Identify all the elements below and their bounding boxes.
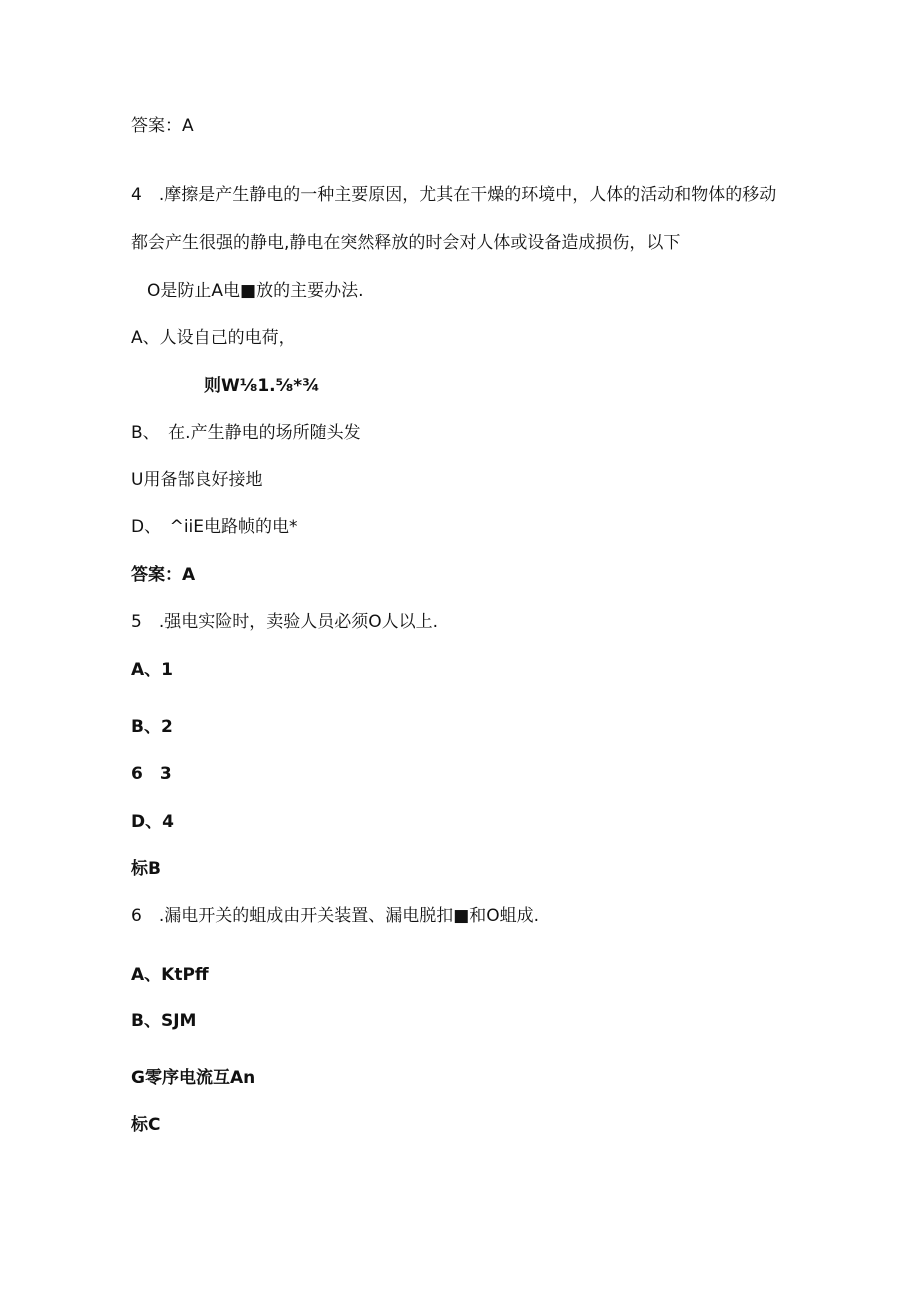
option-b: B、2 [131,717,173,737]
question-4-line-2: 都会产生很强的静电,静电在突然释放的时会对人体或设备造成损伤，以下 [131,233,681,253]
option-c: G零序电流互An [131,1068,256,1088]
question-4-line-3: O是防止A电■放的主要办法. [147,281,364,301]
option-b: B、SJM [131,1011,197,1031]
question-4-line-1: 4 .摩擦是产生静电的一种主要原因，尤其在干燥的环境中，人体的活动和物体的移动 [131,185,777,205]
option-c: U用备郜良好接地 [131,470,263,490]
answer-line: 标C [131,1115,161,1135]
garbled-text: 则W⅛1.⅝*¾ [204,376,320,396]
answer-line: 答案：A [131,116,194,136]
option-c: 6 3 [131,764,172,784]
question-5-line-1: 5 .强电实险时，卖验人员必须O人以上. [131,612,439,632]
option-d: D、 ^iiE电路帧的电* [131,517,298,537]
option-d: D、4 [131,812,174,832]
option-a: A、1 [131,660,173,680]
option-b: B、 在.产生静电的场所随头发 [131,423,361,443]
answer-line: 答案：A [131,565,196,585]
option-a: A、人设自己的电荷， [131,328,296,348]
option-a: A、KtPff [131,965,209,985]
answer-line: 标B [131,859,161,879]
question-6-line-1: 6 .漏电开关的蛆成由开关装置、漏电脱扣■和O蛆成. [131,906,540,926]
